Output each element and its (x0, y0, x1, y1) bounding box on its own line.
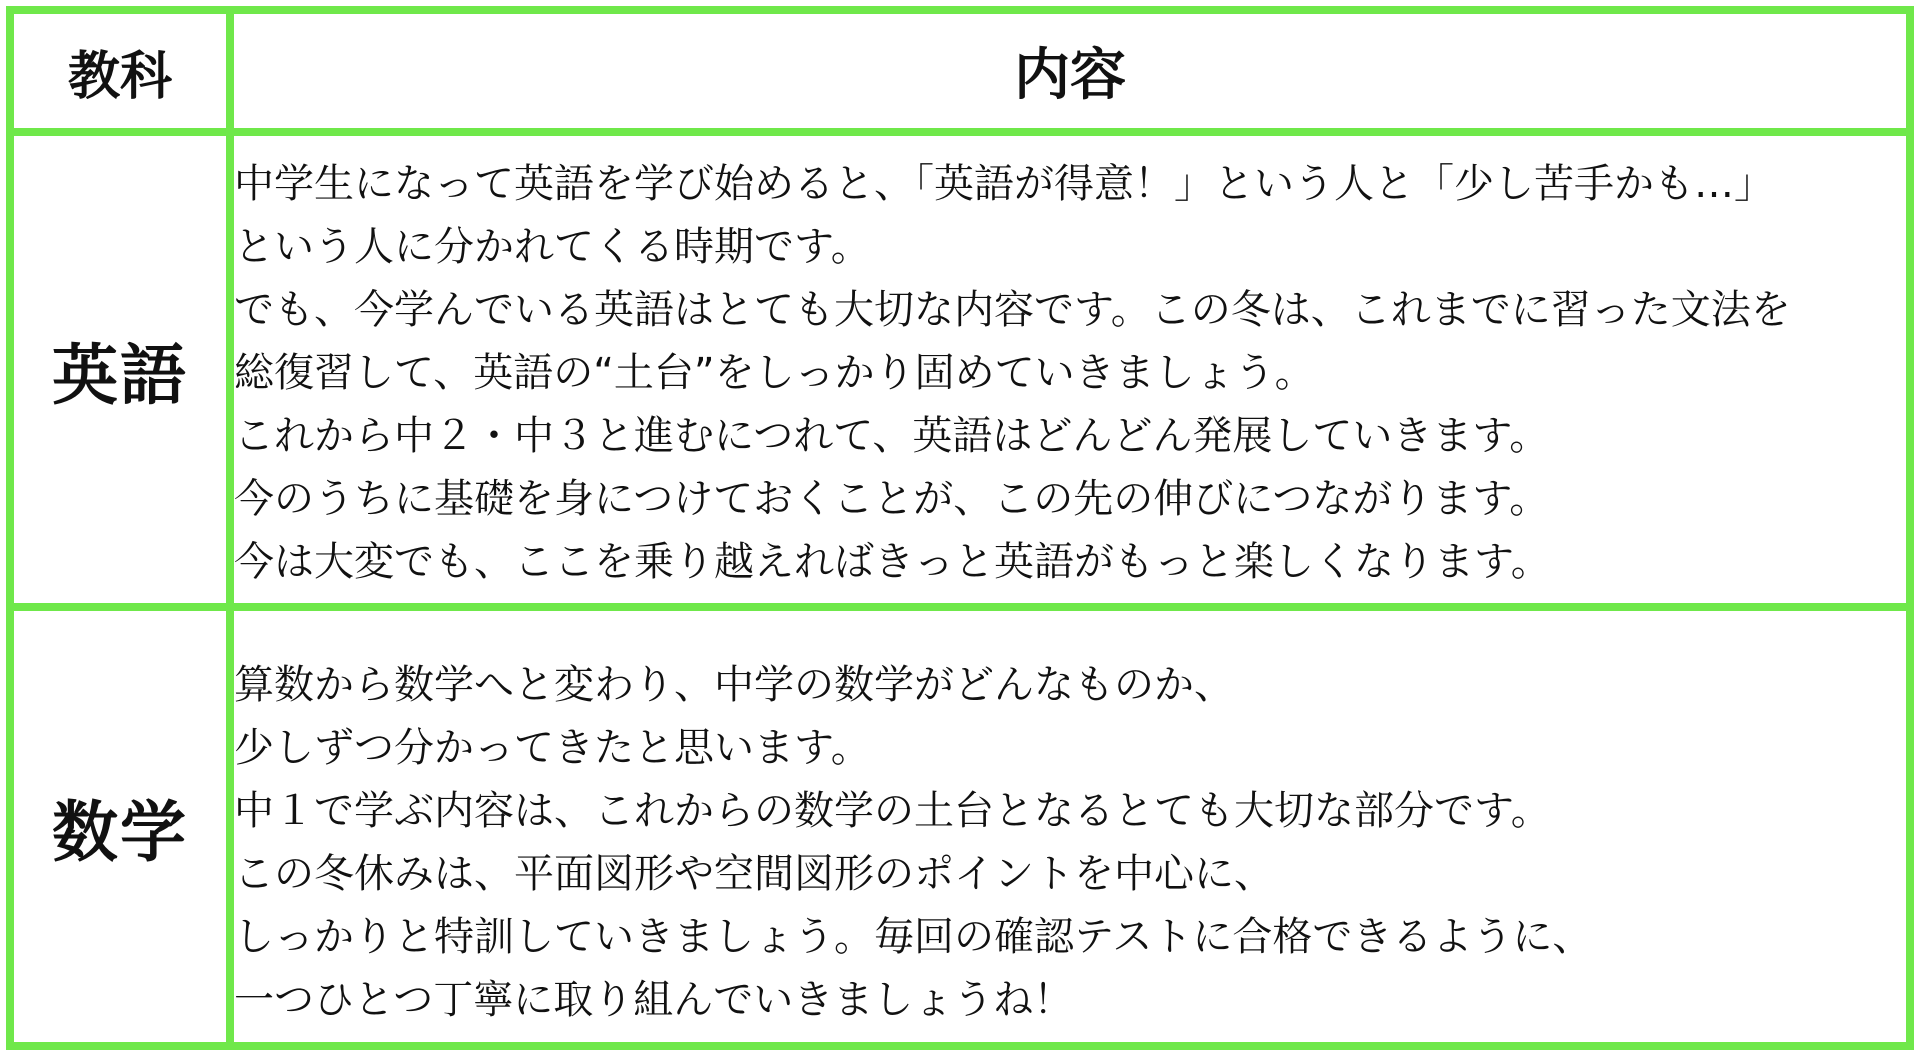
header-content: 内容 (230, 10, 1910, 132)
content-line: 今は大変でも、ここを乗り越えればきっと英語がもっと楽しくなります。 (234, 539, 1551, 585)
content-line: しっかりと特訓していきましょう。毎回の確認テストに合格できるように、 (234, 913, 1593, 960)
content-line: でも、今学んでいる英語はとても大切な内容です。この冬は、これまでに習った文法を (234, 287, 1791, 333)
content-line: 算数から数学へと変わり、中学の数学がどんなものか、 (234, 661, 1234, 708)
subject-english: 英語 (10, 132, 230, 607)
content-line: 一つひとつ丁寧に取り組んでいきましょうね！ (234, 976, 1074, 1023)
header-subject: 教科 (10, 10, 230, 132)
content-math (230, 607, 1910, 1046)
content-line: 今のうちに基礎を身につけておくことが、この先の伸びにつながります。 (234, 476, 1550, 522)
content-line: 中１で学ぶ内容は、これからの数学の土台となるとても大切な部分です。 (234, 787, 1551, 834)
content-line: という人に分かれてくる時期です。 (234, 224, 871, 270)
subject-math: 数学 (10, 607, 230, 1046)
content-english (230, 132, 1910, 607)
content-line: これから中２・中３と進むにつれて、英語はどんどん発展していきます。 (234, 413, 1550, 459)
content-line: 中学生になって英語を学び始めると、「英語が得意！」という人と「少し苦手かも…」 (234, 161, 1774, 207)
content-line: 少しずつ分かってきたと思います。 (234, 724, 871, 771)
table-row-english (10, 132, 1910, 607)
table-header-row (10, 10, 1910, 132)
subject-table (6, 6, 1914, 1050)
content-line: 総復習して、英語の“土台”をしっかり固めていきましょう。 (234, 350, 1315, 396)
table-row-math (10, 607, 1910, 1046)
content-line: この冬休みは、平面図形や空間図形のポイントを中心に、 (234, 850, 1274, 897)
